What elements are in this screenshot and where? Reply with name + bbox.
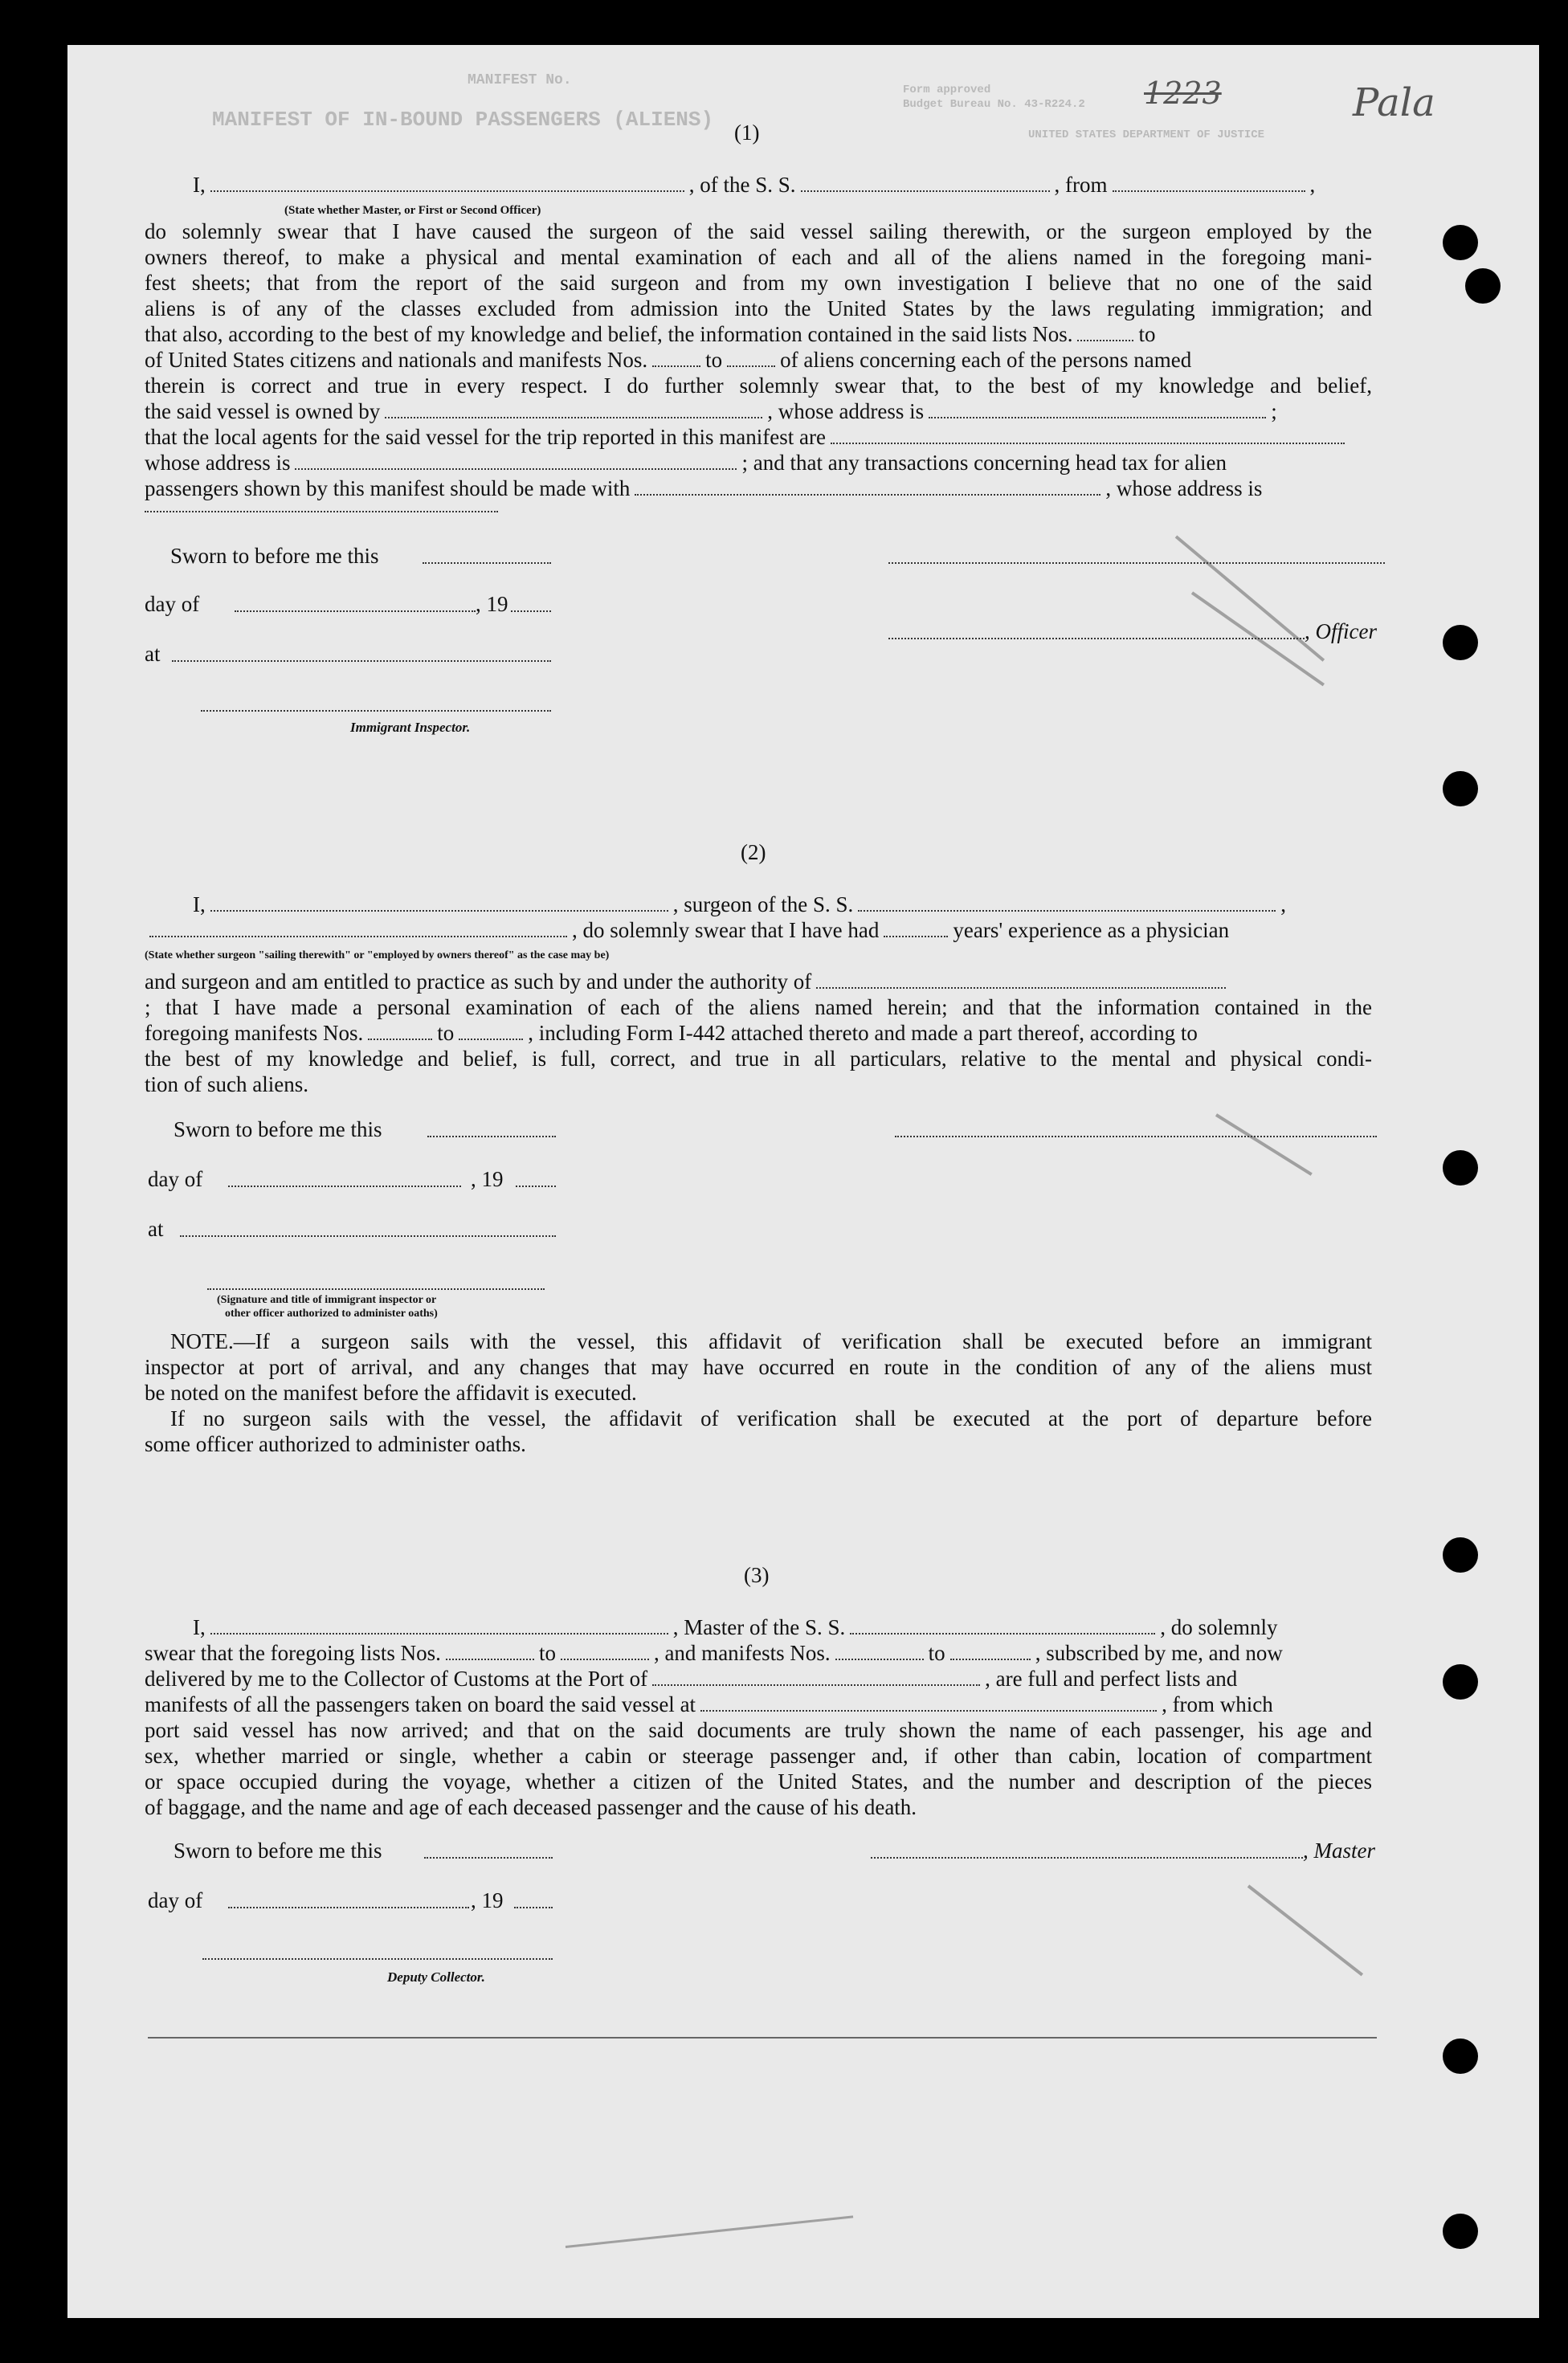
master-signature-field[interactable] bbox=[871, 1855, 1303, 1859]
s1-year-label: , 19 bbox=[476, 592, 508, 616]
s3-year-field[interactable] bbox=[514, 1905, 553, 1908]
punch-hole bbox=[1443, 1537, 1478, 1573]
s2-sworn-date-field[interactable] bbox=[427, 1134, 556, 1137]
bleed-through-title: MANIFEST OF IN-BOUND PASSENGERS (ALIENS) bbox=[212, 108, 714, 132]
s1-whose-address-label: , whose address is bbox=[767, 399, 925, 423]
surgeon-status-field[interactable] bbox=[149, 920, 567, 937]
surgeon-signature-field[interactable] bbox=[895, 1134, 1377, 1137]
s1-para-line-9 bbox=[145, 424, 1350, 450]
s3-line-i bbox=[193, 1614, 1277, 1640]
s1-head-tax-text: ; and that any transactions concerning head tax for alien bbox=[741, 451, 1227, 475]
bleed-through-form-approved: Form approved bbox=[903, 84, 991, 96]
bottom-rule bbox=[148, 2037, 1377, 2039]
officer-title-field[interactable] bbox=[210, 174, 684, 192]
punch-hole bbox=[1443, 625, 1478, 660]
note-line-4: If no surgeon sails with the vessel, the affidavit of verification shall be executed at the port of departure before bbox=[170, 1406, 1372, 1430]
s1-at-label: at bbox=[145, 642, 161, 666]
s3-day-of-label: day of bbox=[148, 1888, 203, 1912]
s3-lists-to-field[interactable] bbox=[561, 1643, 649, 1660]
punch-hole bbox=[1443, 225, 1478, 260]
pencil-scribble bbox=[566, 2215, 853, 2248]
s3-full-lists-text: , are full and perfect lists and bbox=[985, 1667, 1238, 1691]
s2-i-label: I, bbox=[193, 892, 206, 916]
s2-para-line-5: tion of such aliens. bbox=[145, 1072, 308, 1096]
s2-including-text: , including Form I-442 attached thereto and made a part thereof, according to bbox=[528, 1021, 1198, 1045]
bleed-through-budget: Budget Bureau No. 43-R224.2 bbox=[903, 98, 1085, 111]
punch-hole bbox=[1443, 1664, 1478, 1700]
s3-para-line-1: port said vessel has now arrived; and that on the said documents are truly shown the name of each passenger, his age and bbox=[145, 1718, 1372, 1742]
s1-passengers-text: passengers shown by this manifest should be made with bbox=[145, 476, 631, 500]
s1-day-of-label: day of bbox=[145, 592, 200, 616]
officer-line[interactable] bbox=[888, 636, 1305, 639]
s1-para-line-3: fest sheets; that from the report of the said surgeon and from my own investigation I believe that no one of the said bbox=[145, 271, 1372, 295]
s2-manifests-to-field[interactable] bbox=[459, 1022, 523, 1040]
s1-para-line-7: therein is correct and true in every respect. I do further solemnly swear that, to the best of my knowledge and belief, bbox=[145, 373, 1372, 398]
s3-line-delivered bbox=[145, 1666, 1237, 1692]
s3-manifests-to-field[interactable] bbox=[950, 1643, 1031, 1660]
s1-sworn-label: Sworn to before me this bbox=[170, 544, 379, 568]
s3-to-label: to bbox=[538, 1641, 556, 1665]
inspector-signature-field[interactable] bbox=[201, 708, 551, 712]
s2-ship-name-field[interactable] bbox=[858, 894, 1276, 912]
s3-para-line-3: or space occupied during the voyage, whether a citizen of the United States, and the number and description of the pieces bbox=[145, 1769, 1372, 1794]
s1-citizens-text: of United States citizens and nationals and manifests Nos. bbox=[145, 348, 648, 372]
s2-manifests-from-field[interactable] bbox=[368, 1022, 432, 1040]
s3-lists-from-field[interactable] bbox=[446, 1643, 534, 1660]
s2-to-label: to bbox=[437, 1021, 455, 1045]
master-name-field[interactable] bbox=[210, 1617, 668, 1635]
s2-years-label: years' experience as a physician bbox=[953, 918, 1230, 942]
s2-sig-caption-1: (Signature and title of immigrant inspector or bbox=[217, 1294, 437, 1306]
s1-at-field[interactable] bbox=[172, 659, 551, 662]
bleed-through-manifest-label: MANIFEST No. bbox=[468, 72, 572, 88]
section-2-number: (2) bbox=[741, 840, 766, 864]
s2-swear-label: , do solemnly swear that I have had bbox=[572, 918, 880, 942]
s3-sworn-date-field[interactable] bbox=[424, 1855, 553, 1859]
officer-signature-field[interactable] bbox=[888, 561, 1385, 564]
s1-line-i: I, , of the S. S. , from , bbox=[193, 173, 1316, 197]
s3-to-label-2: to bbox=[928, 1641, 945, 1665]
s3-from-which-text: , from which bbox=[1162, 1692, 1273, 1716]
s1-to-label-2: to bbox=[705, 348, 723, 372]
years-experience-field[interactable] bbox=[884, 920, 948, 937]
pencil-check-mark bbox=[1247, 1884, 1363, 1976]
punch-hole bbox=[1443, 2039, 1478, 2074]
agents-address-field[interactable] bbox=[295, 452, 737, 470]
s3-delivered-text: delivered by me to the Collector of Customs at the Port of bbox=[145, 1667, 648, 1691]
s2-month-field[interactable] bbox=[228, 1184, 461, 1187]
deputy-collector-caption: Deputy Collector. bbox=[387, 1969, 485, 1985]
s1-to-label: to bbox=[1138, 322, 1156, 346]
s1-whose-address-is-text: whose address is bbox=[145, 451, 291, 475]
port-of-arrival-field[interactable] bbox=[652, 1668, 980, 1686]
agents-field[interactable] bbox=[831, 426, 1345, 444]
pencil-check-mark bbox=[1215, 1113, 1313, 1176]
s3-swear-lists-text: swear that the foregoing lists Nos. bbox=[145, 1641, 441, 1665]
owner-address-field[interactable] bbox=[929, 401, 1266, 418]
surgeon-name-field[interactable] bbox=[210, 894, 668, 912]
officer-caption: (State whether Master, or First or Second Officer) bbox=[284, 204, 541, 217]
handwritten-number: 1223 bbox=[1144, 76, 1222, 111]
surgeon-caption: (State whether surgeon "sailing therewith" or "employed by owners thereof" as the case may be) bbox=[145, 949, 610, 961]
s1-agents-text: that the local agents for the said vessel for the trip reported in this manifest are bbox=[145, 425, 826, 449]
s2-para-line-2: ; that I have made a personal examination of each of the aliens named herein; and that the information contained in the bbox=[145, 995, 1372, 1019]
s3-para-line-4: of baggage, and the name and age of each deceased passenger and the cause of his death. bbox=[145, 1795, 917, 1819]
s1-month-field[interactable] bbox=[235, 609, 476, 612]
immigrant-inspector-caption: Immigrant Inspector. bbox=[350, 720, 471, 735]
ship-name-field[interactable] bbox=[801, 174, 1050, 192]
manifests-to-field[interactable] bbox=[727, 349, 775, 367]
note-line-3: be noted on the manifest before the affidavit is executed. bbox=[145, 1381, 637, 1405]
note-line-2: inspector at port of arrival, and any changes that may have occurred en route in the condition of any of the aliens must bbox=[145, 1355, 1372, 1379]
s1-para-line-11 bbox=[145, 475, 1262, 501]
s3-para-line-2: sex, whether married or single, whether a cabin or steerage passenger and, if other than cabin, location of compartment bbox=[145, 1744, 1372, 1768]
section-1-number: (1) bbox=[734, 120, 760, 145]
s1-para-line-10 bbox=[145, 450, 1227, 475]
s2-para-line-4: the best of my knowledge and belief, is full, correct, and true in all particulars, relative to the mental and physical condi- bbox=[145, 1047, 1372, 1071]
s1-para-line-5 bbox=[145, 321, 1156, 347]
s2-foregoing-text: foregoing manifests Nos. bbox=[145, 1021, 364, 1045]
s3-master-of-label: , Master of the S. S. bbox=[672, 1615, 846, 1639]
note-line-1: NOTE.—If a surgeon sails with the vessel, this affidavit of verification shall be executed before an immigrant bbox=[170, 1329, 1372, 1353]
manifests-from-field[interactable] bbox=[652, 349, 700, 367]
s2-line-i: I, , surgeon of the S. S. , bbox=[193, 892, 1287, 916]
s3-subscribed-text: , subscribed by me, and now bbox=[1035, 1641, 1283, 1665]
s1-aliens-text: of aliens concerning each of the persons named bbox=[780, 348, 1192, 372]
s2-line-swear bbox=[145, 917, 1229, 943]
s3-month-field[interactable] bbox=[228, 1905, 469, 1908]
s2-para-line-3 bbox=[145, 1020, 1198, 1046]
s2-year-field[interactable] bbox=[516, 1184, 556, 1187]
s1-sworn-date-field[interactable] bbox=[423, 561, 551, 564]
officer-label: , Officer bbox=[1305, 619, 1377, 643]
s1-para-line-8: the said vessel is owned by , whose address is ; bbox=[145, 399, 1277, 423]
punch-hole bbox=[1443, 2214, 1478, 2249]
s1-para-line-4: aliens is of any of the classes excluded from admission into the United States by the laws regulating immigration; and bbox=[145, 296, 1372, 320]
bleed-through-department: UNITED STATES DEPARTMENT OF JUSTICE bbox=[1028, 129, 1265, 141]
s1-owned-by-text: the said vessel is owned by bbox=[145, 399, 381, 423]
s1-i-label: I, bbox=[193, 173, 206, 197]
from-port-field[interactable] bbox=[1113, 174, 1305, 192]
s2-sworn-label: Sworn to before me this bbox=[174, 1117, 382, 1141]
s1-para-line-1: do solemnly swear that I have caused the surgeon of the said vessel sailing therewith, or the surgeon employed by the bbox=[145, 219, 1372, 243]
s2-day-of-label: day of bbox=[148, 1167, 203, 1191]
s3-line-lists bbox=[145, 1640, 1283, 1666]
s1-para-line-6 bbox=[145, 347, 1191, 373]
authority-field[interactable] bbox=[816, 971, 1226, 989]
s3-sworn-label: Sworn to before me this bbox=[174, 1839, 382, 1863]
s1-lists-text: that also, according to the best of my knowledge and belief, the information contained in the said lists Nos. bbox=[145, 322, 1073, 346]
s1-continuation-line bbox=[145, 509, 498, 512]
master-label: , Master bbox=[1303, 1839, 1375, 1863]
s3-ship-name-field[interactable] bbox=[850, 1617, 1155, 1635]
s3-line-manifests bbox=[145, 1692, 1273, 1717]
s2-surgeon-of-label: , surgeon of the S. S. bbox=[672, 892, 854, 916]
s3-i-label: I, bbox=[193, 1615, 206, 1639]
s3-manifests-all-text: manifests of all the passengers taken on board the said vessel at bbox=[145, 1692, 696, 1716]
lists-from-field[interactable] bbox=[1077, 324, 1133, 341]
note-line-5: some officer authorized to administer oaths. bbox=[145, 1432, 526, 1456]
s2-authority-text: and surgeon and am entitled to practice as such by and under the authority of bbox=[145, 969, 812, 994]
manifest-page bbox=[67, 45, 1539, 2318]
handwritten-name: Pala bbox=[1353, 80, 1435, 125]
s2-year-label: , 19 bbox=[471, 1167, 504, 1191]
s3-and-manifests-text: , and manifests Nos. bbox=[653, 1641, 831, 1665]
s1-from-label: , from bbox=[1054, 173, 1108, 197]
s1-whose-address-is-label: , whose address is bbox=[1105, 476, 1263, 500]
owner-field[interactable] bbox=[385, 401, 762, 418]
s1-para-line-2: owners thereof, to make a physical and mental examination of each and all of the aliens named in the foregoing mani- bbox=[145, 245, 1372, 269]
deputy-collector-signature-field[interactable] bbox=[202, 1957, 553, 1960]
port-of-departure-field[interactable] bbox=[700, 1694, 1157, 1712]
s2-inspector-signature-field[interactable] bbox=[207, 1287, 545, 1290]
s1-year-field[interactable] bbox=[511, 609, 551, 612]
s3-manifests-from-field[interactable] bbox=[835, 1643, 924, 1660]
punch-hole bbox=[1443, 771, 1478, 806]
punch-hole bbox=[1443, 1150, 1478, 1186]
s2-at-field[interactable] bbox=[180, 1234, 556, 1237]
s3-year-label: , 19 bbox=[471, 1888, 504, 1912]
s2-sig-caption-2: other officer authorized to administer oaths) bbox=[225, 1308, 438, 1320]
s2-para-line-1 bbox=[145, 969, 1231, 994]
s3-do-solemnly-label: , do solemnly bbox=[1160, 1615, 1278, 1639]
punch-hole bbox=[1465, 268, 1501, 304]
section-3-number: (3) bbox=[744, 1563, 770, 1587]
s1-of-ss-label: , of the S. S. bbox=[688, 173, 796, 197]
head-tax-party-field[interactable] bbox=[635, 478, 1100, 496]
s2-at-label: at bbox=[148, 1217, 164, 1241]
